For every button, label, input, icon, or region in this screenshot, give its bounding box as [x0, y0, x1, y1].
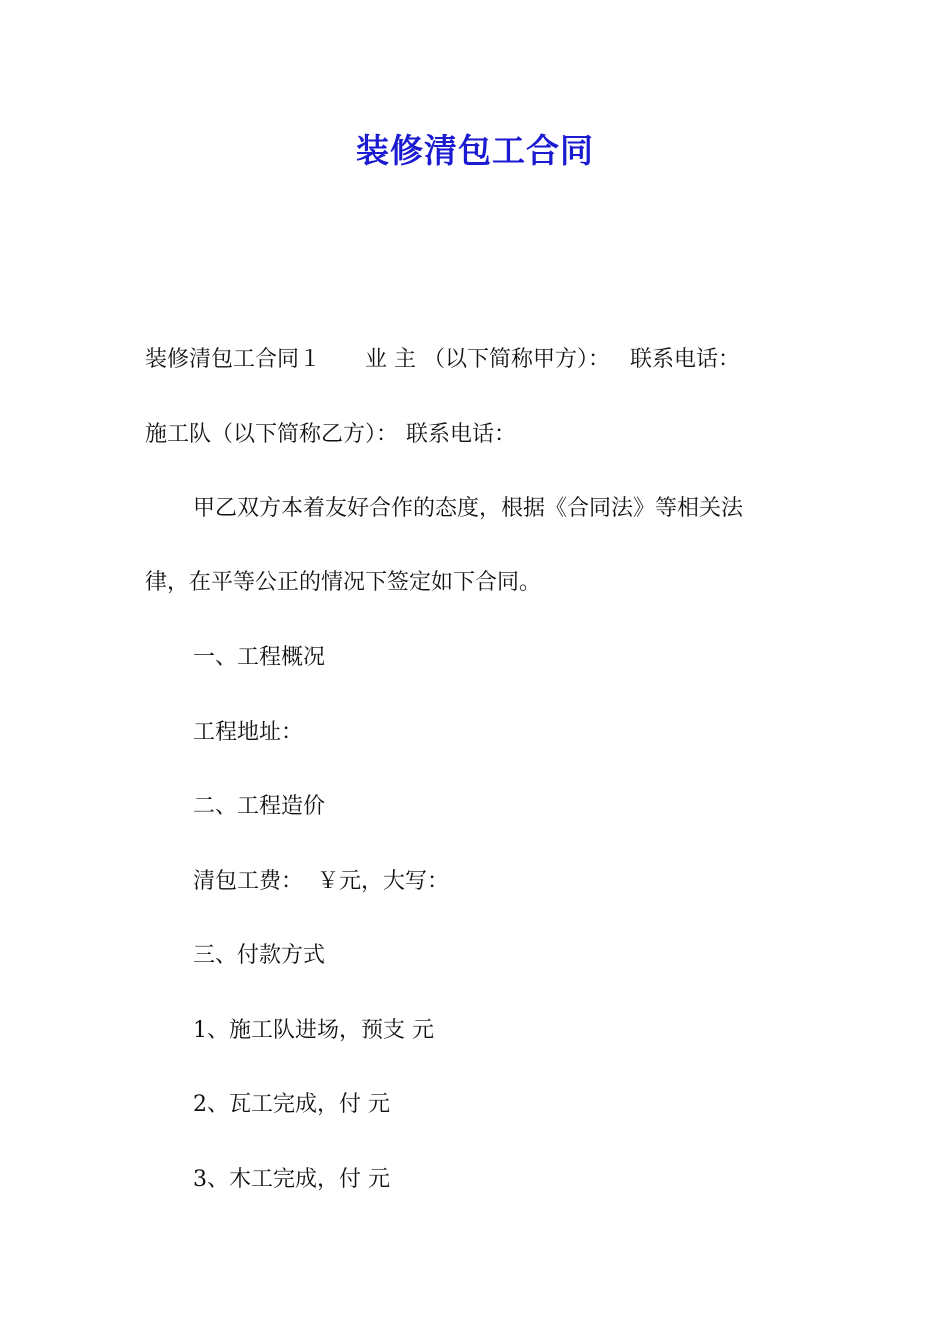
header-line [145, 345, 740, 375]
project-address: 工程地址： [193, 720, 304, 745]
party-b-label: 施工队（以下简称乙方）： [145, 422, 399, 447]
section-2-heading: 二、工程造价 [193, 794, 326, 819]
payment-item-2: 2、瓦工完成，付 元 [193, 1092, 390, 1117]
labor-fee-line [193, 867, 449, 897]
labor-fee-value: ￥元，大写： [317, 869, 450, 894]
intro-line-1: 甲乙双方本着友好合作的态度，根据《合同法》等相关法 [193, 496, 744, 521]
owner-label: 业 主 （以下简称甲方）： [365, 347, 611, 372]
intro-line-2: 律，在平等公正的情况下签定如下合同。 [145, 570, 542, 595]
owner-phone-label: 联系电话： [630, 347, 741, 372]
payment-item-3: 3、木工完成，付 元 [193, 1167, 390, 1192]
section-1-heading: 一、工程概况 [193, 645, 326, 670]
labor-fee-label: 清包工费： [193, 869, 304, 894]
payment-item-1: 1、施工队进场，预支 元 [193, 1018, 434, 1043]
contract-label: 装修清包工合同１ [145, 347, 322, 372]
document-title: 装修清包工合同 [356, 131, 594, 170]
section-3-heading: 三、付款方式 [193, 943, 326, 968]
party-b-line [145, 420, 516, 450]
party-b-phone-label: 联系电话： [406, 422, 517, 447]
